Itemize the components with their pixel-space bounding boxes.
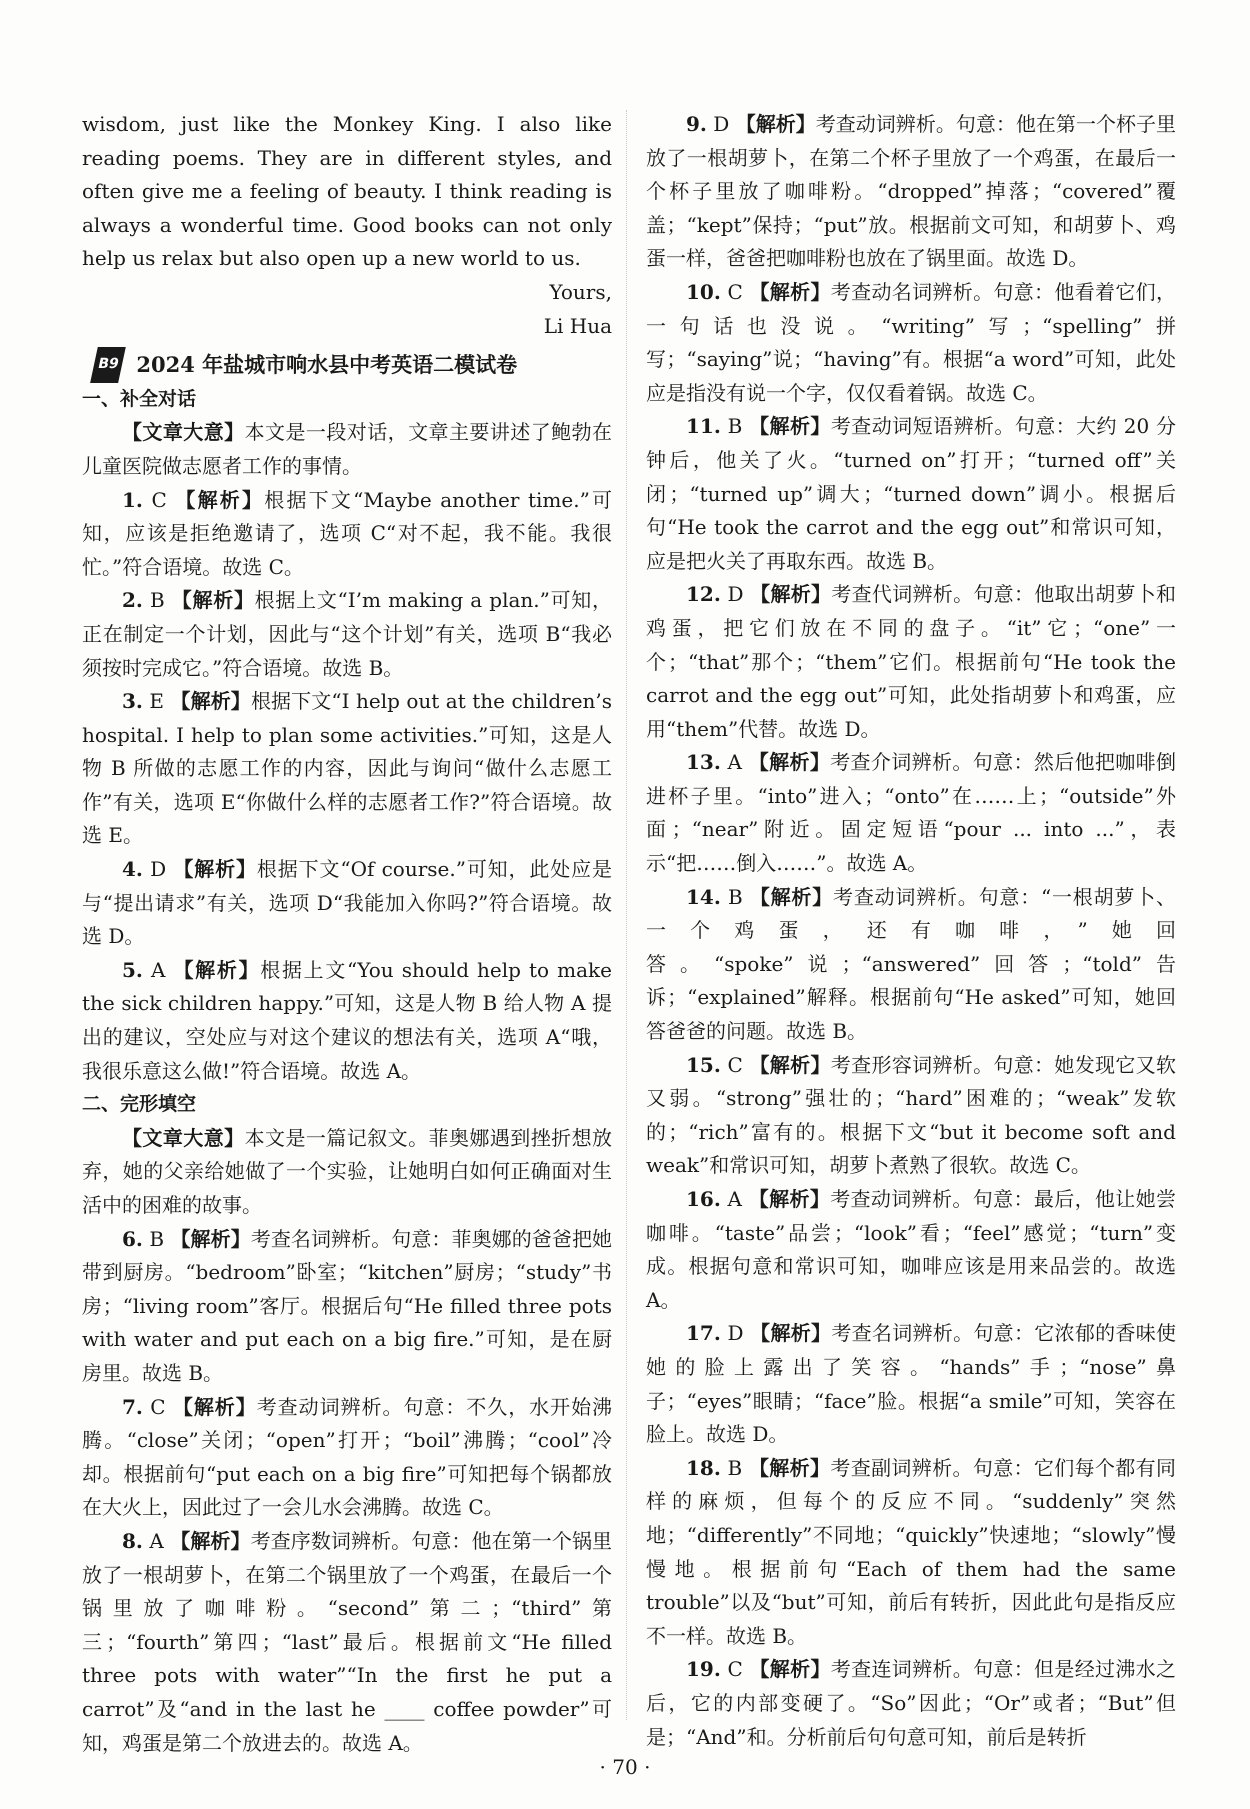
exam-heading xyxy=(82,347,612,383)
answer-item: 6. B 【解析】考查名词辨析。句意：菲奥娜的爸爸把她带到厨房。“bedroom”卧室；“kitchen”厨房；“study”书房；“living room”客厅。根据后句“He filled three pots with water and put each on a big fire.”可知，是在厨房里。故选 B。 xyxy=(82,1226,613,1385)
answer-item: 4. D 【解析】根据下文“Of course.”可知，此处应是与“提出请求”有关，选项 D“我能加入你吗?”符合语境。故选 D。 xyxy=(82,857,613,949)
exam-title: 2024 年盐城市响水县中考英语二模试卷 xyxy=(136,352,518,378)
section-title: 二、完形填空 xyxy=(82,1093,197,1116)
answer-item: 12. D 【解析】考查代词辨析。句意：他取出胡萝卜和鸡蛋，把它们放在不同的盘子。“it”它；“one”一个；“that”那个；“them”它们。根据前句“He took the carrot and the egg out”可知，此处指胡萝卜和鸡蛋，应用“them”代替。故选 D。 xyxy=(646,582,1177,741)
answer-item: 13. A 【解析】考查介词辨析。句意：然后他把咖啡倒进杯子里。“into”进入；“onto”在……上；“outside”外面；“near”附近。固定短语“pour ... into ...”，表示“把……倒入……”。故选 A。 xyxy=(646,750,1177,876)
letter-closing: Yours, xyxy=(549,279,612,304)
column-divider xyxy=(626,110,627,1720)
answer-item: 8. A 【解析】考查序数词辨析。句意：他在第一个锅里放了一根胡萝卜，在第二个锅里放了一个鸡蛋，在最后一个锅里放了咖啡粉。“second”第二；“third”第三；“fourth”第四；“last”最后。根据前文“He filled three pots with water”“In the first he put a carrot”及“and in the last he ____ coffee powder”可知，鸡蛋是第二个放进去的。故选 A。 xyxy=(82,1528,613,1755)
answer-item: 15. C 【解析】考查形容词辨析。句意：她发现它又软又弱。“strong”强壮的；“hard”困难的；“weak”发软的；“rich”富有的。根据下文“but it become soft and weak”和常识可知，胡萝卜煮熟了很软。故选 C。 xyxy=(646,1052,1177,1178)
answer-item: 2. B 【解析】根据上文“I’m making a plan.”可知，正在制定一个计划，因此与“这个计划”有关，选项 B“我必须按时完成它。”符合语境。故选 B。 xyxy=(82,588,613,680)
answer-item: 5. A 【解析】根据上文“You should help to make the sick children happy.”可知，这是人物 B 给人物 A 提出的建议，空处应与对这个建议的想法有关，选项 A“哦，我很乐意这么做!”符合语境。故选 A。 xyxy=(82,957,612,1083)
answer-item: 14. B 【解析】考查动词辨析。句意：“一根胡萝卜、一个鸡蛋，还有咖啡，”她回答。“spoke”说；“answered”回答；“told”告诉；“explained”解释。根据前句“He asked”可知，她回答爸爸的问题。故选 B。 xyxy=(646,884,1177,1044)
answer-item: 3. E 【解析】根据下文“I help out at the children’s hospital. I help to plan some activities.”可知，这是人物 B 所做的志愿工作的内容，因此与询问“做什么志愿工作”有关，选项 E“你做什么样的志愿者工作?”符合语境。故选 E。 xyxy=(82,689,613,848)
right-column xyxy=(646,108,1176,1754)
answer-item: 9. D 【解析】考查动词辨析。句意：他在第一个杯子里放了一根胡萝卜，在第二个杯子里放了一个鸡蛋，在最后一个杯子里放了咖啡粉。“dropped”掉落；“covered”覆盖；“kept”保持；“put”放。根据前文可知，和胡萝卜、鸡蛋一样，爸爸把咖啡粉也放在了锅里面。故选 D。 xyxy=(646,112,1177,271)
section-title: 一、补全对话 xyxy=(82,387,197,410)
answer-item: 10. C 【解析】考查动名词辨析。句意：他看着它们，一句话也没说。“writing”写；“spelling”拼写；“saying”说；“having”有。根据“a word”可知，此处应是指没有说一个字，仅仅看着锅。故选 C。 xyxy=(646,279,1177,405)
left-column xyxy=(82,108,612,1760)
answer-item: 19. C 【解析】考查连词辨析。句意：但是经过沸水之后，它的内部变硬了。“So”因此；“Or”或者；“But”但是；“And”和。分析前后句句意可知，前后是转折 xyxy=(646,1657,1177,1749)
answer-item: 16. A 【解析】考查动词辨析。句意：最后，他让她尝咖啡。“taste”品尝；“look”看；“feel”感觉；“turn”变成。根据句意和常识可知，咖啡应该是用来品尝的。故选 A。 xyxy=(646,1187,1177,1312)
letter-body: wisdom, just like the Monkey King. I also like reading poems. They are in different styles, and often give me a feeling of beauty. I think reading is always a wonderful time. Good books can not only help us relax but also open up a new world to us. xyxy=(82,112,612,271)
section-summary: 【文章大意】本文是一段对话，文章主要讲述了鲍勃在儿童医院做志愿者工作的事情。 xyxy=(82,420,613,478)
answer-item: 1. C 【解析】根据下文“Maybe another time.”可知，应该是拒绝邀请了，选项 C“对不起，我不能。我很忙。”符合语境。故选 C。 xyxy=(82,487,613,579)
page-number: · 70 · xyxy=(599,1755,651,1779)
answer-item: 11. B 【解析】考查动词短语辨析。句意：大约 20 分钟后，他关了火。“turned on”打开；“turned off”关闭；“turned up”调大；“turned down”调小。根据后句“He took the carrot and the egg out”和常识可知，应是把火关了再取东西。故选 B。 xyxy=(646,414,1176,573)
section-summary: 【文章大意】本文是一篇记叙文。菲奥娜遇到挫折想放弃，她的父亲给她做了一个实验，让她明白如何正确面对生活中的困难的故事。 xyxy=(82,1125,613,1217)
exam-badge: B9 xyxy=(90,347,126,383)
answer-item: 18. B 【解析】考查副词辨析。句意：它们每个都有同样的麻烦，但每个的反应不同。“suddenly”突然地；“differently”不同地；“quickly”快速地；“slowly”慢慢地。根据前句“Each of them had the same trouble”以及“but”可知，前后有转折，因此此句是指反应不一样。故选 B。 xyxy=(646,1455,1177,1648)
answer-item: 17. D 【解析】考查名词辨析。句意：它浓郁的香味使她的脸上露出了笑容。“hands”手；“nose”鼻子；“eyes”眼睛；“face”脸。根据“a smile”可知，笑容在脸上。故选 D。 xyxy=(646,1321,1177,1447)
letter-signature: Li Hua xyxy=(543,313,612,338)
answer-item: 7. C 【解析】考查动词辨析。句意：不久，水开始沸腾。“close”关闭；“open”打开；“boil”沸腾；“cool”冷却。根据前句“put each on a big fire”可知把每个锅都放在大火上，因此过了一会儿水会沸腾。故选 C。 xyxy=(82,1394,613,1520)
